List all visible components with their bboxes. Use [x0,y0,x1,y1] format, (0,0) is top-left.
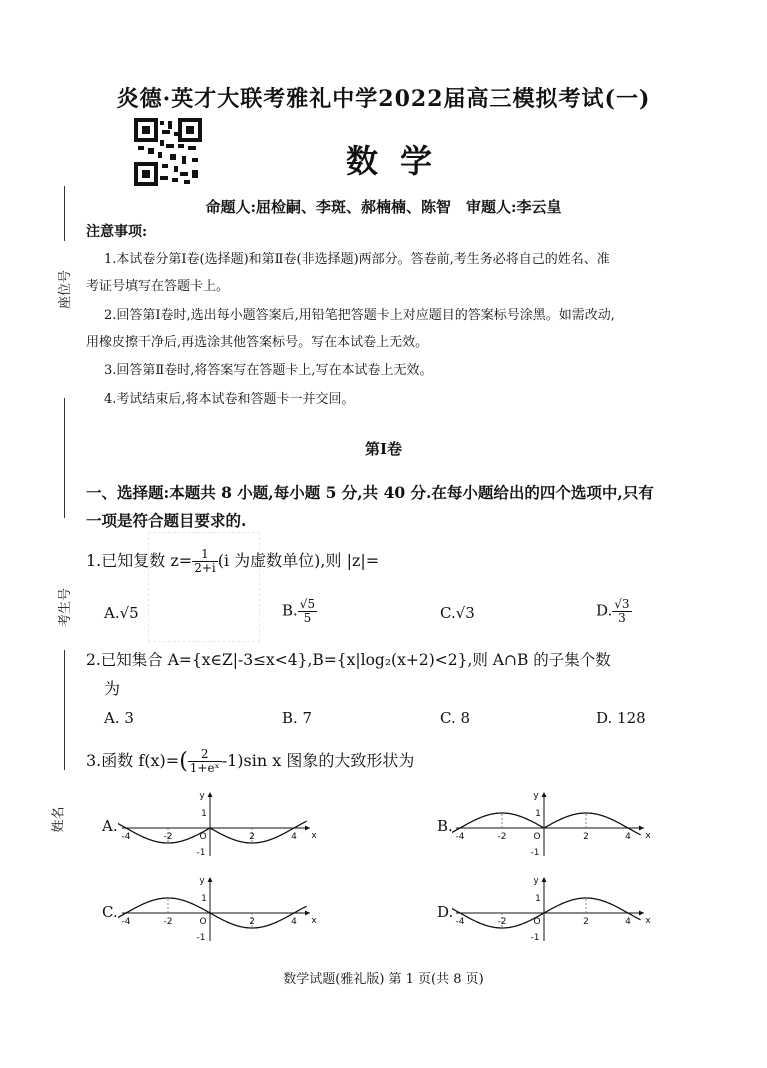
q2-option-a: A. 3 [104,709,134,727]
origin-label: O [199,832,207,842]
section-intro: 一项是符合题目要求的. [86,511,247,530]
option-label: A. [104,604,120,622]
tick-label: -2 [163,832,173,842]
option-text: √3 [455,604,475,622]
tick-label: 1 [201,809,207,819]
q3-option-b-label: B. [437,817,453,835]
tick-label: 1 [201,894,207,904]
q3-graph-d [452,873,652,945]
y-axis-arrow [542,792,547,797]
q2-option-d: D. 128 [596,709,646,727]
binding-line [64,650,65,770]
name-label: 姓名 [51,806,67,833]
question-1 [86,548,379,575]
q3-graph-a [118,788,318,860]
notes-title: 注意事项: [86,224,148,240]
page-footer: 数学试题(雅礼版) 第 1 页(共 8 页) [283,972,484,987]
section-title: 第Ⅰ卷 [364,440,403,458]
q3-option-c-label: C. [102,903,118,921]
axis-title: y [199,791,205,801]
y-axis-arrow [542,877,547,882]
q1-option-c [440,604,475,622]
option-text: √5 [119,604,139,622]
q2-option-b: B. 7 [282,709,313,727]
tick-label: -1 [530,933,540,943]
binding-line [64,186,65,241]
origin-label: O [199,917,207,927]
question-3 [86,748,414,775]
tick-label: -2 [163,917,173,927]
note-line: 2.回答第Ⅰ卷时,选出每小题答案后,用铅笔把答题卡上对应题目的答案标号涂黑。如需改动, [104,308,615,323]
tick-label: 4 [291,832,297,842]
q1-option-a [104,604,139,622]
section-intro: 一、选择题:本题共 8 小题,每小题 5 分,共 40 分.在每小题给出的四个选项中,只有 [86,483,654,502]
note-line: 3.回答第Ⅱ卷时,将答案写在答题卡上,写在本试卷上无效。 [104,363,433,378]
option-label: C. [440,604,456,622]
question-2: 2.已知集合 A={x∈Z|-3≤x<4},B={x|log₂(x+2)<2},则 A∩B 的子集个数 [86,651,611,669]
frac-num: √3 [614,597,630,611]
q1-option-d [596,598,632,625]
q3-graph-c [118,873,318,945]
function-curve [452,813,641,835]
tick-label: 4 [625,917,631,927]
q1-stem-post: (i 为虚数单位),则 |z|= [217,551,380,570]
authors-line: 命题人:屈检嗣、李斑、郝楠楠、陈智 审题人:李云皇 [205,198,562,216]
option-fraction [298,598,317,625]
q3-option-a-label: A. [102,817,118,835]
q3-paren: ( [179,749,188,774]
subject-title: 数学 [345,142,454,180]
q3-fraction [188,748,222,775]
x-axis-arrow [305,911,310,916]
tick-label: -2 [497,832,507,842]
note-line: 4.考试结束后,将本试卷和答题卡一并交回。 [104,392,355,407]
frac-num: √5 [299,597,316,611]
note-line: 1.本试卷分第Ⅰ卷(选择题)和第Ⅱ卷(非选择题)两部分。答卷前,考生务必将自己的姓名、准 [104,252,610,267]
x-axis-arrow [639,826,644,831]
qr-code [134,118,202,186]
frac-den: 3 [618,611,626,625]
option-label: D. [596,601,613,620]
frac-den: 5 [303,611,312,625]
tick-label: -4 [455,917,465,927]
tick-label: 2 [249,917,255,927]
tick-label: -4 [121,832,131,842]
axis-title: x [311,831,317,841]
axis-title: y [533,791,539,801]
q1-fraction [192,548,218,575]
x-axis-arrow [639,911,644,916]
function-curve [118,821,307,843]
tick-label: 1 [535,809,541,819]
y-axis-arrow [208,877,213,882]
q3-frac-num: 2 [188,748,222,762]
note-line: 用橡皮擦干净后,再选涂其他答案标号。写在本试卷上无效。 [86,335,429,350]
q3-stem-pre: 3.函数 f(x)= [86,751,180,770]
x-axis-arrow [305,826,310,831]
question-2-cont: 为 [104,679,121,698]
y-axis-arrow [208,792,213,797]
axis-title: x [645,831,651,841]
tick-label: -1 [196,848,206,858]
axis-title: x [311,916,317,926]
axis-title: y [533,876,539,886]
option-fraction [612,598,631,625]
axis-title: x [645,916,651,926]
q1-frac-den: 2+i [194,561,216,575]
tick-label: 1 [535,894,541,904]
q3-frac-den: 1+eˣ [189,761,220,775]
origin-label: O [533,832,541,842]
tick-label: -1 [196,933,206,943]
q3-option-d-label: D. [437,903,454,921]
tick-label: 2 [583,917,589,927]
tick-label: -1 [530,848,540,858]
tick-label: -4 [455,832,465,842]
q3-graph-b [452,788,652,860]
tick-label: -2 [497,917,507,927]
q1-stem-pre: 1.已知复数 z= [86,551,193,570]
exam-title: 炎德·英才大联考雅礼中学2022届高三模拟考试(一) [116,86,651,112]
tick-label: 2 [249,832,255,842]
tick-label: 2 [583,832,589,842]
note-line: 考证号填写在答题卡上。 [86,279,230,294]
seat-number-label: 座位号 [58,269,74,310]
origin-label: O [533,917,541,927]
candidate-number-label: 考生号 [58,587,74,628]
q1-frac-num: 1 [192,548,218,562]
tick-label: 4 [625,832,631,842]
tick-label: -4 [121,917,131,927]
option-label: B. [282,601,298,620]
q2-option-c: C. 8 [440,709,471,727]
q3-stem-post: -1)sin x 图象的大致形状为 [221,751,415,770]
q1-option-b [282,598,317,625]
tick-label: 4 [291,917,297,927]
axis-title: y [199,876,205,886]
